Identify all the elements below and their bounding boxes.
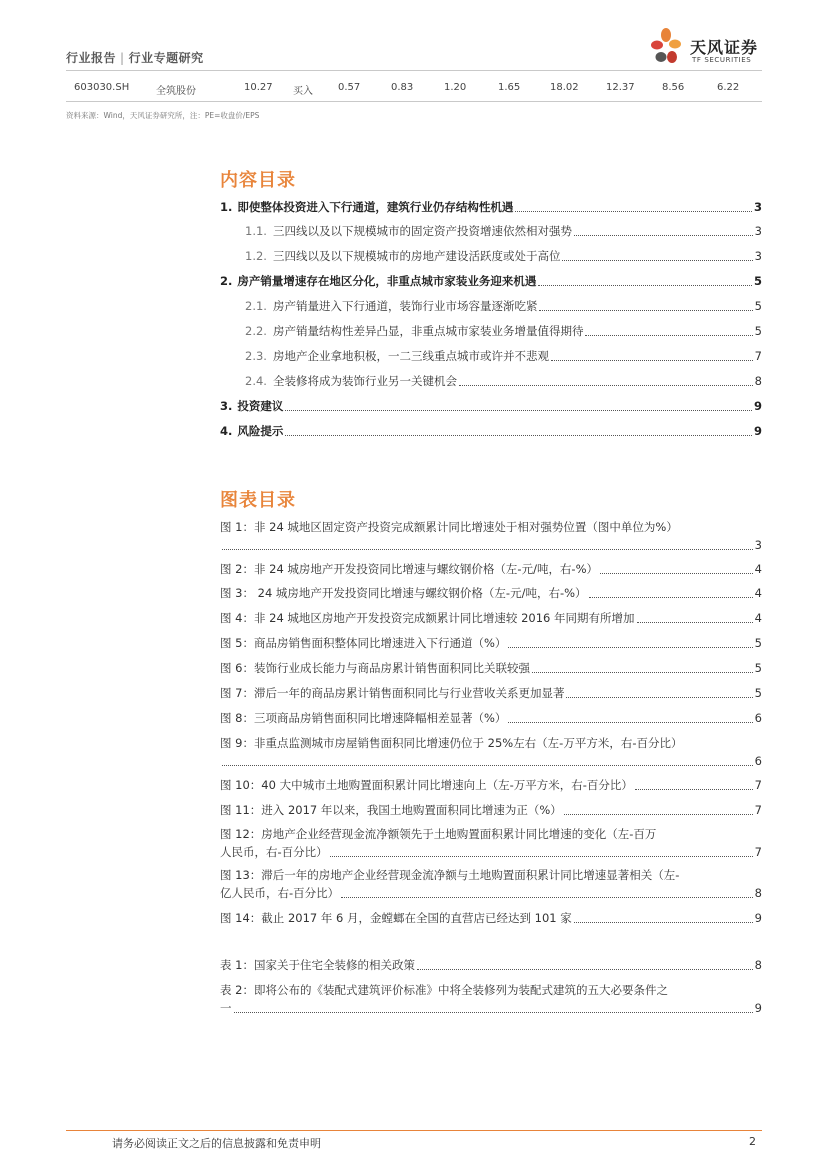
toc-item-page: 8 <box>754 374 762 388</box>
toc-leader <box>285 435 752 436</box>
figures-title: 图表目录 <box>220 490 296 511</box>
figure-entry-page: 4 <box>754 611 762 625</box>
toc-item-text: 投资建议 <box>237 399 284 413</box>
toc-item-number: 1.2. <box>245 249 267 263</box>
figure-leader <box>574 922 753 923</box>
toc-item-number: 2.3. <box>245 349 267 363</box>
toc-item-page: 9 <box>753 424 762 438</box>
company-logo <box>650 26 762 72</box>
figure-entry[interactable] <box>220 659 762 677</box>
figure-leader <box>566 697 752 698</box>
figure-entry-page: 4 <box>754 562 762 576</box>
logo-petal-icon <box>650 26 690 72</box>
figure-entry-text: 图 14：截止 2017 年 6 月，金螳螂在全国的直营店已经达到 101 家 <box>220 911 572 925</box>
stock-rating: 买入 <box>293 86 313 97</box>
stock-pe-3: 8.56 <box>662 82 685 93</box>
toc-item-text: 房产销量增速存在地区分化，非重点城市家装业务迎来机遇 <box>237 274 537 288</box>
table-leader <box>417 969 753 970</box>
figure-entry-page: 6 <box>754 754 762 768</box>
toc-item-page: 5 <box>753 274 762 288</box>
figure-entry-page: 7 <box>754 778 762 792</box>
report-category: 行业报告 <box>66 51 117 65</box>
toc-leader <box>285 410 752 411</box>
report-category-header <box>66 49 204 66</box>
figure-entry-text: 图 7：滞后一年的商品房累计销售面积同比与行业营收关系更加显著 <box>220 686 565 700</box>
page-number: 2 <box>749 1135 756 1148</box>
figure-leader <box>635 789 753 790</box>
figure-leader <box>637 622 753 623</box>
figure-entry-text: 图 4：非 24 城地区房地产开发投资完成额累计同比增速较 2016 年同期有所增加 <box>220 611 635 625</box>
figure-leader <box>532 672 753 673</box>
toc-item-number: 2.2. <box>245 324 267 338</box>
stock-pe-2: 12.37 <box>606 82 635 93</box>
toc-item-text: 三四线以及以下规模城市的固定资产投资增速依然相对强势 <box>272 224 572 238</box>
toc-item-number: 1. <box>220 200 233 214</box>
toc-item[interactable] <box>220 347 762 365</box>
stock-eps-4: 1.65 <box>498 82 521 93</box>
table-leader <box>234 1012 753 1013</box>
toc-item[interactable] <box>220 422 762 440</box>
source-note: 资料来源：Wind，天风证券研究所，注：PE=收盘价/EPS <box>66 111 260 120</box>
figure-entry-page: 5 <box>754 636 762 650</box>
toc-item-page: 5 <box>754 299 762 313</box>
toc-item[interactable] <box>220 372 762 390</box>
logo-chinese-text: 天风证券 <box>690 38 759 57</box>
toc-item-text: 房产销量结构性差异凸显，非重点城市家装业务增量值得期待 <box>272 324 584 338</box>
figure-leader <box>589 597 753 598</box>
figure-entry[interactable] <box>220 634 762 652</box>
figure-entry-page: 6 <box>754 711 762 725</box>
footer-rule <box>66 1130 762 1131</box>
figure-entry-text: 图 11：进入 2017 年以来，我国土地购置面积同比增速为正（%） <box>220 803 562 817</box>
figure-leader <box>564 814 753 815</box>
toc-item-text: 房产销量进入下行通道，装饰行业市场容量逐渐吃紧 <box>272 299 538 313</box>
toc-leader <box>459 385 753 386</box>
stock-code: 603030.SH <box>74 82 130 93</box>
toc-leader <box>515 211 752 212</box>
contents-title: 内容目录 <box>220 170 296 191</box>
figure-entry-page: 7 <box>754 845 762 859</box>
figure-entry[interactable] <box>220 584 762 602</box>
figure-entry-text: 图 6：装饰行业成长能力与商品房累计销售面积同比关联较强 <box>220 661 530 675</box>
stock-eps-1: 0.57 <box>338 82 361 93</box>
table-entry-text: 表 1：国家关于住宅全装修的相关政策 <box>220 958 415 972</box>
stock-pe-1: 18.02 <box>550 82 579 93</box>
figure-entry-text: 图 8：三项商品房销售面积同比增速降幅相差显著（%） <box>220 711 507 725</box>
figure-entry-text: 图 3： 24 城房地产开发投资同比增速与螺纹钢价格（左-元/吨，右-%） <box>220 586 587 600</box>
stock-price: 10.27 <box>244 82 273 93</box>
toc-item-page: 7 <box>754 349 762 363</box>
figure-entry[interactable] <box>220 866 762 902</box>
report-subcategory: 行业专题研究 <box>128 51 204 65</box>
toc-item-text: 全装修将成为装饰行业另一关键机会 <box>272 374 457 388</box>
figure-entry[interactable] <box>220 560 762 578</box>
toc-item-text: 即使整体投资进入下行通道，建筑行业仍存结构性机遇 <box>237 200 514 214</box>
figure-entry-text: 图 12：房地产企业经营现金流净额领先于土地购置面积累计同比增速的变化（左-百万 <box>220 827 657 841</box>
toc-leader <box>539 310 752 311</box>
figure-entry-text: 图 13：滞后一年的房地产企业经营现金流净额与土地购置面积累计同比增速显著相关（左- <box>220 868 680 882</box>
figure-leader <box>222 765 753 766</box>
toc-item[interactable] <box>220 222 762 240</box>
figure-entry-text-cont: 亿人民币，右-百分比） <box>220 886 340 900</box>
figure-entry-text: 图 1：非 24 城地区固定资产投资完成额累计同比增速处于相对强势位置（图中单位为%） <box>220 520 678 534</box>
toc-leader <box>574 235 753 236</box>
figure-leader <box>330 856 753 857</box>
figure-entry[interactable] <box>220 801 762 819</box>
table-entry[interactable] <box>220 981 762 1017</box>
toc-leader <box>585 335 752 336</box>
toc-item[interactable] <box>220 247 762 265</box>
stock-pe-4: 6.22 <box>717 82 740 93</box>
header-separator: | <box>120 51 125 65</box>
toc-item-number: 4. <box>220 424 233 438</box>
figure-leader <box>508 722 752 723</box>
toc-item-number: 2. <box>220 274 233 288</box>
table-entry-text-cont: 一 <box>220 1001 232 1015</box>
figure-entry[interactable] <box>220 709 762 727</box>
figure-entry-text-cont: 人民币，右-百分比） <box>220 845 328 859</box>
figure-entry[interactable] <box>220 518 762 554</box>
stock-data-row <box>66 82 762 98</box>
toc-item-page: 3 <box>753 200 762 214</box>
toc-item-page: 3 <box>754 224 762 238</box>
figure-entry-page: 8 <box>754 886 762 900</box>
stock-eps-3: 1.20 <box>444 82 467 93</box>
figure-entry-page: 4 <box>754 586 762 600</box>
figure-entry-page: 9 <box>754 911 762 925</box>
toc-item[interactable] <box>220 297 762 315</box>
figure-entry-text: 图 2：非 24 城房地产开发投资同比增速与螺纹钢价格（左-元/吨，右-%） <box>220 562 599 576</box>
table-entry-page: 8 <box>754 958 762 972</box>
figure-entry-page: 5 <box>754 661 762 675</box>
figure-leader <box>600 573 753 574</box>
toc-item[interactable] <box>220 198 762 216</box>
toc-item-number: 1.1. <box>245 224 267 238</box>
stock-name: 全筑股份 <box>156 86 196 97</box>
figure-entry[interactable] <box>220 684 762 702</box>
figure-entry-page: 3 <box>754 538 762 552</box>
toc-item-number: 2.1. <box>245 299 267 313</box>
header-rule <box>66 70 762 71</box>
figure-leader <box>508 647 752 648</box>
stock-eps-2: 0.83 <box>391 82 414 93</box>
toc-item-text: 房地产企业拿地积极，一二三线重点城市或许并不悲观 <box>272 349 549 363</box>
table-entry-page: 9 <box>754 1001 762 1015</box>
toc-item[interactable] <box>220 397 762 415</box>
toc-item-text: 风险提示 <box>237 424 284 438</box>
figure-entry-page: 5 <box>754 686 762 700</box>
toc-item-number: 3. <box>220 399 233 413</box>
table-entry-text: 表 2：即将公布的《装配式建筑评价标准》中将全装修列为装配式建筑的五大必要条件之 <box>220 983 668 997</box>
toc-item-number: 2.4. <box>245 374 267 388</box>
toc-item-page: 9 <box>753 399 762 413</box>
table-entry[interactable] <box>220 956 762 974</box>
toc-leader <box>538 285 752 286</box>
figure-entry[interactable] <box>220 909 762 927</box>
figure-entry[interactable] <box>220 776 762 794</box>
figure-entry[interactable] <box>220 609 762 627</box>
footer-disclaimer: 请务必阅读正文之后的信息披露和免责申明 <box>112 1137 321 1150</box>
toc-item[interactable] <box>220 272 762 290</box>
figure-entry-page: 7 <box>754 803 762 817</box>
figure-entry-text: 图 9：非重点监测城市房屋销售面积同比增速仍位于 25%左右（左-万平方米，右-百分比） <box>220 736 683 750</box>
logo-english-text: TF SECURITIES <box>692 56 752 64</box>
figure-entry-text: 图 5：商品房销售面积整体同比增速进入下行通道（%） <box>220 636 507 650</box>
toc-leader <box>562 260 752 261</box>
figure-entry-text: 图 10：40 大中城市土地购置面积累计同比增速向上（左-万平方米，右-百分比） <box>220 778 633 792</box>
toc-item-page: 5 <box>754 324 762 338</box>
stock-row-rule <box>66 101 762 102</box>
toc-item[interactable] <box>220 322 762 340</box>
figure-leader <box>341 897 753 898</box>
toc-leader <box>551 360 753 361</box>
toc-item-page: 3 <box>754 249 762 263</box>
figure-entry[interactable] <box>220 825 762 861</box>
toc-item-text: 三四线以及以下规模城市的房地产建设活跃度或处于高位 <box>272 249 561 263</box>
figure-leader <box>222 549 753 550</box>
figure-entry[interactable] <box>220 734 762 770</box>
